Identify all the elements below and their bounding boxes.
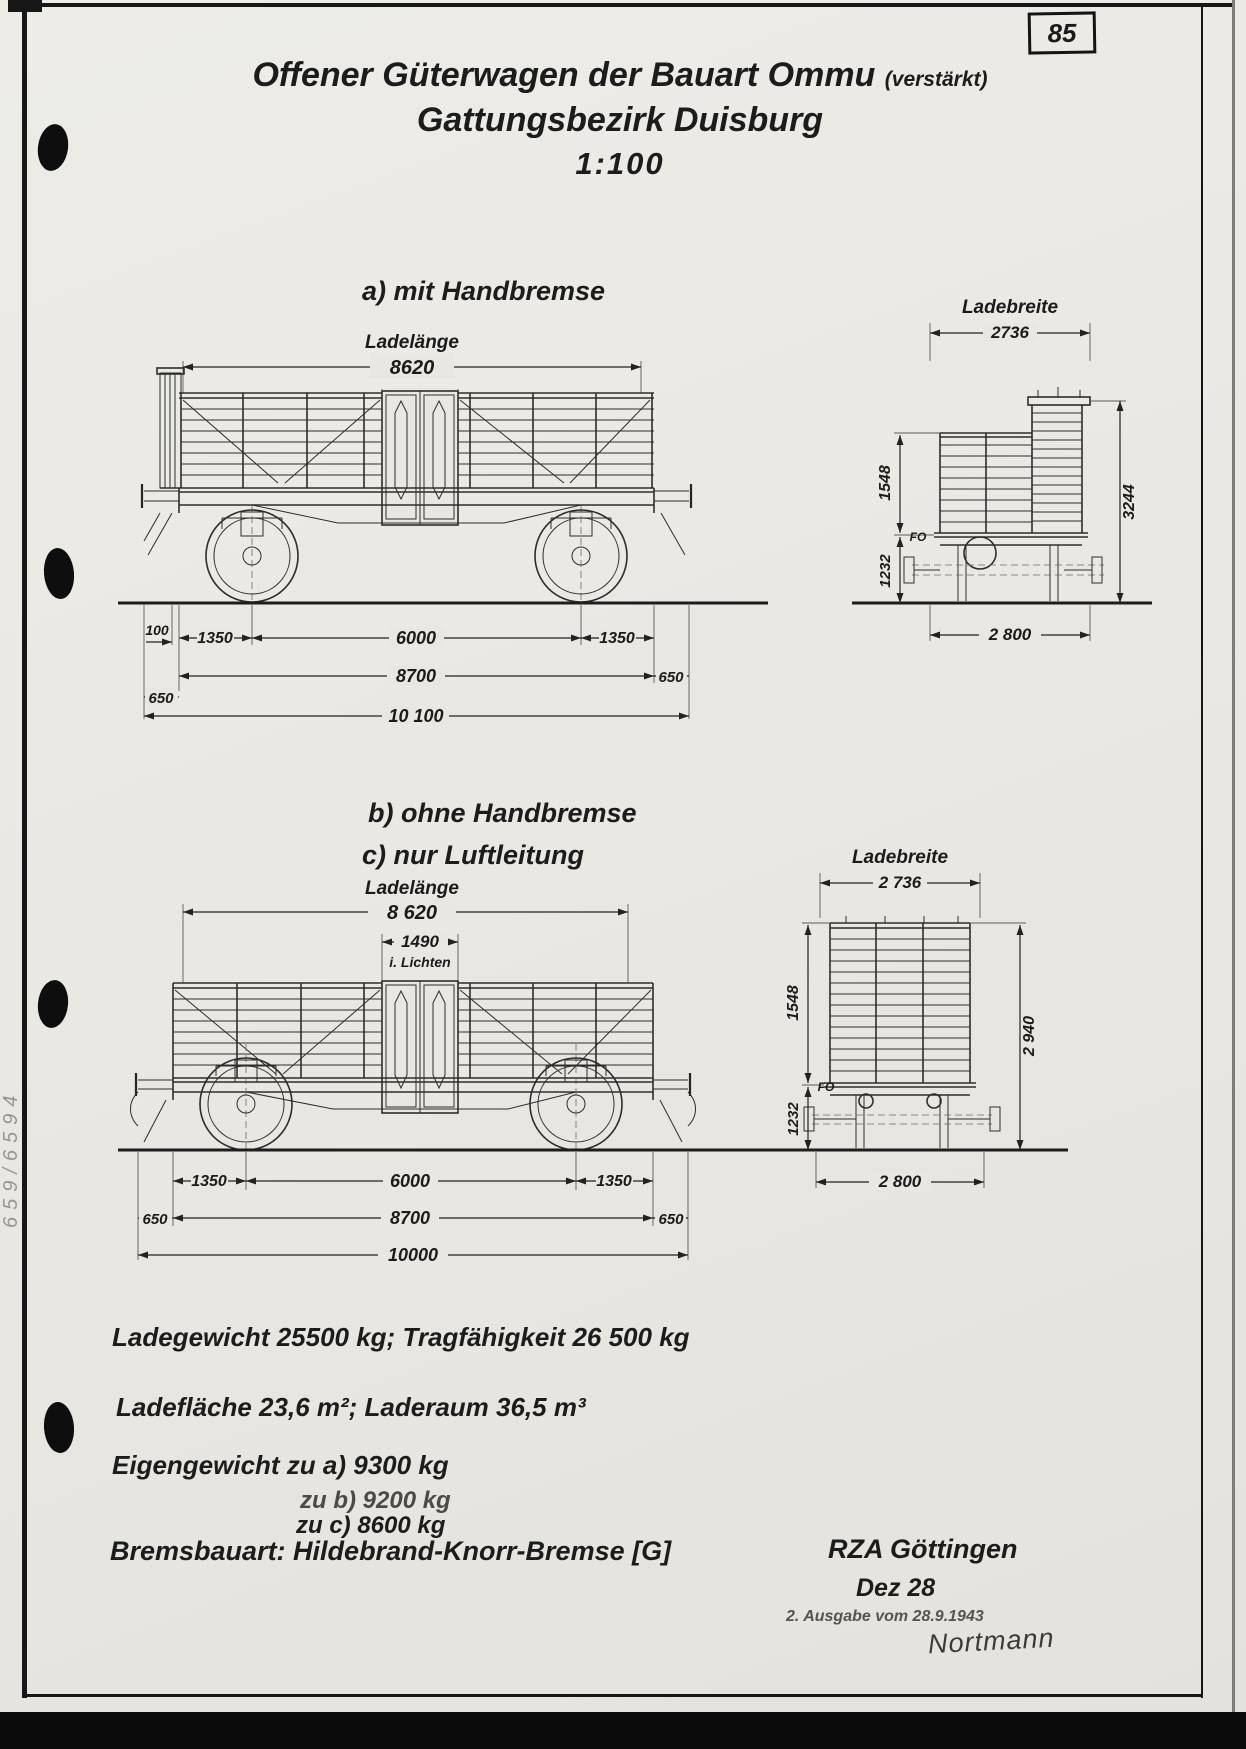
dim-track-width-b: 2 800 (878, 1172, 922, 1191)
margin-handwritten-note: 659/6594 (0, 1088, 22, 1228)
page-subtitle: Gattungsbezirk Duisburg (416, 101, 824, 139)
dim-wall-height-b: 1548 (785, 985, 802, 1021)
frame-top (24, 3, 1234, 7)
side-view-a-drawing (118, 293, 768, 723)
end-view-b-drawing (768, 843, 1068, 1203)
spec-empty-weight-a: Eigengewicht zu a) 9300 kg (112, 1450, 449, 1480)
frame-right (1201, 3, 1203, 1698)
frame-bottom (22, 1694, 1203, 1697)
dim-axle-left-a: 1350 (197, 630, 233, 647)
spec-empty-weight-c: zu c) 8600 kg (296, 1512, 446, 1539)
dim-buffer-right-b: 650 (658, 1211, 684, 1228)
spec-load-area: Ladefläche 23,6 m²; Laderaum 36,5 m³ (116, 1392, 586, 1422)
caption-variant-a: a) mit Handbremse (362, 276, 606, 306)
dim-total-length-a: 10 100 (388, 706, 444, 723)
dim-axle-spacing-b: 6000 (389, 1171, 431, 1191)
dim-frame-length-a: 8700 (395, 666, 437, 686)
dim-load-width-a: 2736 (991, 323, 1029, 342)
punch-hole (35, 122, 71, 173)
caption-variant-c: c) nur Luftleitung (362, 840, 584, 870)
dim-load-length-b: 8 620 (386, 902, 438, 924)
dim-buffer-right-a: 650 (658, 669, 684, 686)
punch-hole (36, 979, 71, 1030)
page-title (130, 56, 1110, 95)
footer-office: RZA Göttingen (828, 1534, 1018, 1564)
page-title-suffix: (verstärkt) (884, 68, 988, 91)
dim-floor-height-b: 1232 (785, 1102, 802, 1136)
dim-axle-spacing-a: 6000 (395, 628, 437, 648)
spec-brake-type: Bremsbauart: Hildebrand-Knorr-Bremse [G] (110, 1536, 672, 1566)
dim-floor-height-a: 1232 (877, 554, 894, 588)
dim-wall-height-a: 1548 (877, 465, 894, 501)
dim-load-length-label-a: Ladelänge (365, 332, 459, 353)
dim-load-length-a: 8620 (389, 357, 435, 379)
dim-frame-length-b: 8700 (389, 1208, 431, 1228)
dim-buffer-left-b: 650 (142, 1211, 168, 1228)
footer-date: Dez 28 (856, 1574, 936, 1602)
dim-door-note-b: i. Lichten (389, 954, 451, 970)
spec-empty-weight-b: zu b) 9200 kg (300, 1487, 451, 1514)
dim-axle-right-a: 1350 (599, 630, 635, 647)
dim-axle-right-b: 1350 (596, 1173, 632, 1190)
dim-overhang-a: 100 (145, 622, 169, 638)
scan-edge-bottom (0, 1712, 1246, 1749)
dim-total-length-b: 10000 (387, 1245, 439, 1265)
dim-load-width-label-b: Ladebreite (851, 847, 949, 868)
dim-total-height-b: 2 940 (1021, 1015, 1038, 1057)
page-number: 85 (1028, 11, 1097, 54)
dim-load-width-b: 2 736 (878, 873, 922, 892)
spec-load-weight: Ladegewicht 25500 kg; Tragfähigkeit 26 500 kg (112, 1322, 690, 1352)
dim-door-width-b: 1490 (401, 932, 439, 951)
dim-buffer-left-a: 650 (148, 690, 174, 707)
page-edge-right (1232, 0, 1235, 1749)
end-view-a-drawing (852, 293, 1152, 673)
drawing-scale: 1:100 (575, 146, 665, 181)
page-title-main: Offener Güterwagen der Bauart Ommu (252, 56, 876, 94)
dim-track-width-a: 2 800 (988, 625, 1032, 644)
frame-left (22, 3, 27, 1698)
dim-load-width-label-a: Ladebreite (961, 297, 1059, 318)
punch-hole (42, 547, 76, 600)
side-view-b-drawing (118, 878, 768, 1273)
dim-floor-mark-b: FO (817, 1080, 835, 1094)
footer-edition: 2. Ausgabe vom 28.9.1943 (786, 1608, 984, 1625)
dim-total-height-a: 3244 (1121, 484, 1138, 520)
caption-variant-b: b) ohne Handbremse (368, 798, 637, 828)
punch-hole (42, 1401, 75, 1454)
signature: Nortmann (927, 1622, 1056, 1660)
dim-axle-left-b: 1350 (191, 1173, 227, 1190)
dim-load-length-label-b: Ladelänge (365, 878, 459, 899)
corner-mark (8, 0, 42, 12)
dim-floor-mark-a: FO (909, 530, 927, 544)
